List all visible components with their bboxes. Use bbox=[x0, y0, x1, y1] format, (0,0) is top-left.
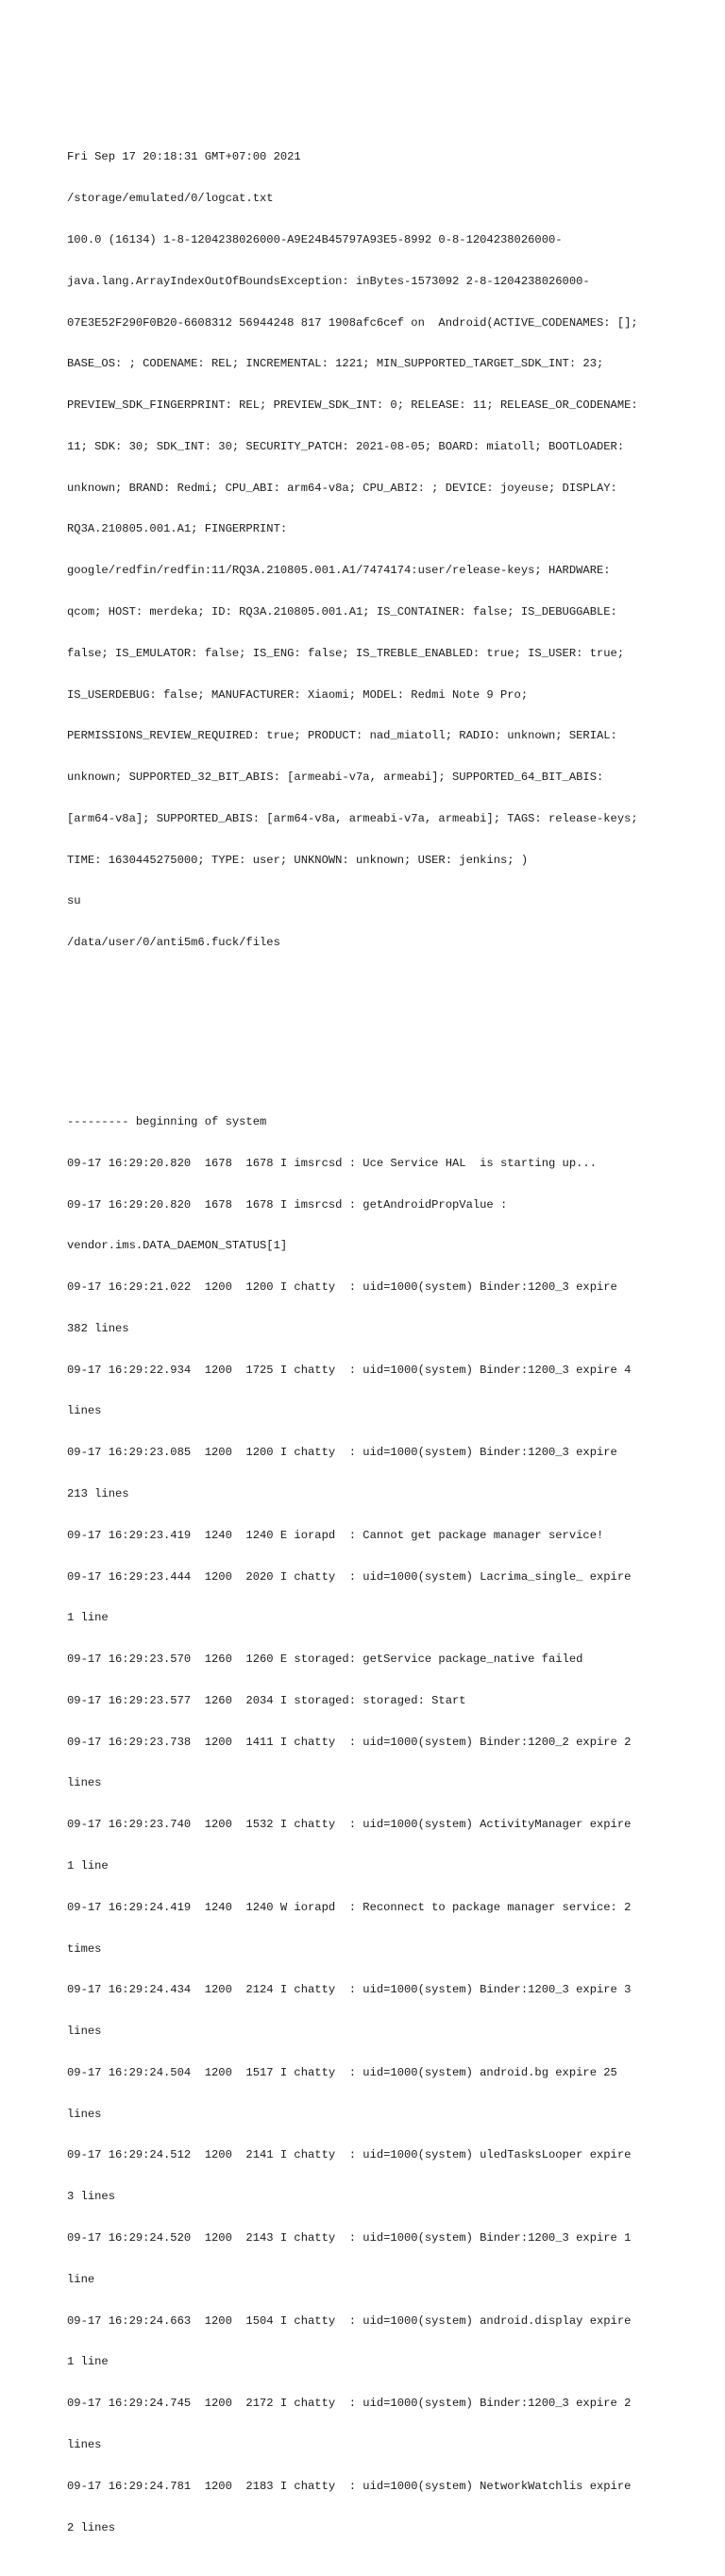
log-line: 1 line bbox=[67, 1611, 109, 1625]
log-line: lines bbox=[67, 1404, 102, 1418]
log-line: 1 line bbox=[67, 2355, 109, 2369]
header-line: PREVIEW_SDK_FINGERPRINT: REL; PREVIEW_SDK_INT: 0; RELEASE: 11; RELEASE_OR_CODENAME: bbox=[67, 398, 638, 413]
logcat-document bbox=[67, 95, 671, 2576]
log-block bbox=[67, 1088, 671, 2563]
log-line: 3 lines bbox=[67, 2190, 115, 2204]
log-line: 09-17 16:29:20.820 1678 1678 I imsrcsd : getAndroidPropValue : bbox=[67, 1197, 508, 1212]
log-line: 09-17 16:29:23.740 1200 1532 I chatty : uid=1000(system) ActivityManager expire bbox=[67, 1818, 632, 1832]
log-line: 09-17 16:29:24.504 1200 1517 I chatty : uid=1000(system) android.bg expire 25 bbox=[67, 2065, 617, 2079]
log-line: 09-17 16:29:23.570 1260 1260 E storaged: getService package_native failed bbox=[67, 1652, 583, 1667]
header-line: IS_USERDEBUG: false; MANUFACTURER: Xiaomi; MODEL: Redmi Note 9 Pro; bbox=[67, 687, 529, 702]
log-line: 09-17 16:29:23.738 1200 1411 I chatty : uid=1000(system) Binder:1200_2 expire 2 bbox=[67, 1735, 632, 1749]
log-line: 09-17 16:29:24.663 1200 1504 I chatty : uid=1000(system) android.display expire bbox=[67, 2313, 632, 2328]
log-line: 382 lines bbox=[67, 1321, 129, 1335]
header-line: BASE_OS: ; CODENAME: REL; INCREMENTAL: 1221; MIN_SUPPORTED_TARGET_SDK_INT: 23; bbox=[67, 357, 604, 371]
header-block bbox=[67, 123, 671, 977]
log-line: lines bbox=[67, 2437, 102, 2451]
header-line: Fri Sep 17 20:18:31 GMT+07:00 2021 bbox=[67, 150, 301, 164]
log-line: 09-17 16:29:24.745 1200 2172 I chatty : uid=1000(system) Binder:1200_3 expire 2 bbox=[67, 2397, 632, 2411]
header-line: unknown; SUPPORTED_32_BIT_ABIS: [armeabi-v7a, armeabi]; SUPPORTED_64_BIT_ABIS: bbox=[67, 771, 604, 785]
blank-spacer bbox=[67, 1019, 671, 1046]
header-line: /data/user/0/anti5m6.fuck/files bbox=[67, 936, 280, 950]
header-line: su bbox=[67, 894, 81, 908]
log-line: 09-17 16:29:22.934 1200 1725 I chatty : uid=1000(system) Binder:1200_3 expire 4 bbox=[67, 1363, 632, 1377]
header-line: 07E3E52F290F0B20-6608312 56944248 817 1908afc6cef on Android(ACTIVE_CODENAMES: []; bbox=[67, 315, 638, 330]
log-line: 09-17 16:29:23.444 1200 2020 I chatty : uid=1000(system) Lacrima_single_ expire bbox=[67, 1569, 632, 1584]
log-line: 09-17 16:29:24.512 1200 2141 I chatty : uid=1000(system) uledTasksLooper expire bbox=[67, 2148, 632, 2162]
log-line: --------- beginning of system bbox=[67, 1114, 267, 1128]
log-line: 09-17 16:29:21.022 1200 1200 I chatty : uid=1000(system) Binder:1200_3 expire bbox=[67, 1280, 617, 1295]
log-line: 2 lines bbox=[67, 2520, 115, 2534]
log-line: 09-17 16:29:24.419 1240 1240 W iorapd : Reconnect to package manager service: 2 bbox=[67, 1900, 632, 1914]
log-line: 09-17 16:29:20.820 1678 1678 I imsrcsd : Uce Service HAL is starting up... bbox=[67, 1156, 597, 1170]
log-line: 1 line bbox=[67, 1859, 109, 1873]
header-line: google/redfin/redfin:11/RQ3A.210805.001.A1/7474174:user/release-keys; HARDWARE: bbox=[67, 564, 611, 578]
log-line: line bbox=[67, 2272, 95, 2286]
header-line: unknown; BRAND: Redmi; CPU_ABI: arm64-v8a; CPU_ABI2: ; DEVICE: joyeuse; DISPLAY: bbox=[67, 481, 617, 495]
log-line: times bbox=[67, 1941, 102, 1956]
header-line: [arm64-v8a]; SUPPORTED_ABIS: [arm64-v8a, armeabi-v7a, armeabi]; TAGS: release-keys; bbox=[67, 811, 638, 825]
log-line: lines bbox=[67, 1776, 102, 1790]
log-line: 09-17 16:29:24.781 1200 2183 I chatty : uid=1000(system) NetworkWatchlis expire bbox=[67, 2479, 632, 2493]
header-line: PERMISSIONS_REVIEW_REQUIRED: true; PRODUCT: nad_miatoll; RADIO: unknown; SERIAL: bbox=[67, 729, 617, 743]
log-line: 09-17 16:29:24.434 1200 2124 I chatty : uid=1000(system) Binder:1200_3 expire 3 bbox=[67, 1983, 632, 1997]
log-line: 09-17 16:29:23.419 1240 1240 E iorapd : Cannot get package manager service! bbox=[67, 1528, 604, 1542]
log-line: 213 lines bbox=[67, 1486, 129, 1500]
header-line: TIME: 1630445275000; TYPE: user; UNKNOWN: unknown; USER: jenkins; ) bbox=[67, 853, 529, 867]
header-line: 100.0 (16134) 1-8-1204238026000-A9E24B45797A93E5-8992 0-8-1204238026000- bbox=[67, 232, 563, 246]
header-line: qcom; HOST: merdeka; ID: RQ3A.210805.001.A1; IS_CONTAINER: false; IS_DEBUGGABLE: bbox=[67, 604, 617, 619]
header-line: false; IS_EMULATOR: false; IS_ENG: false; IS_TREBLE_ENABLED: true; IS_USER: true; bbox=[67, 646, 625, 660]
header-line: java.lang.ArrayIndexOutOfBoundsException: inBytes-1573092 2-8-1204238026000- bbox=[67, 274, 590, 288]
header-line: /storage/emulated/0/logcat.txt bbox=[67, 192, 274, 206]
log-line: lines bbox=[67, 2025, 102, 2039]
header-line: 11; SDK: 30; SDK_INT: 30; SECURITY_PATCH: 2021-08-05; BOARD: miatoll; BOOTLOADER: bbox=[67, 439, 625, 453]
log-line: 09-17 16:29:23.577 1260 2034 I storaged: storaged: Start bbox=[67, 1693, 466, 1707]
log-line: lines bbox=[67, 2107, 102, 2121]
log-line: vendor.ims.DATA_DAEMON_STATUS[1] bbox=[67, 1239, 288, 1253]
log-line: 09-17 16:29:23.085 1200 1200 I chatty : uid=1000(system) Binder:1200_3 expire bbox=[67, 1446, 617, 1460]
log-line: 09-17 16:29:24.520 1200 2143 I chatty : uid=1000(system) Binder:1200_3 expire 1 bbox=[67, 2231, 632, 2246]
header-line: RQ3A.210805.001.A1; FINGERPRINT: bbox=[67, 522, 288, 536]
